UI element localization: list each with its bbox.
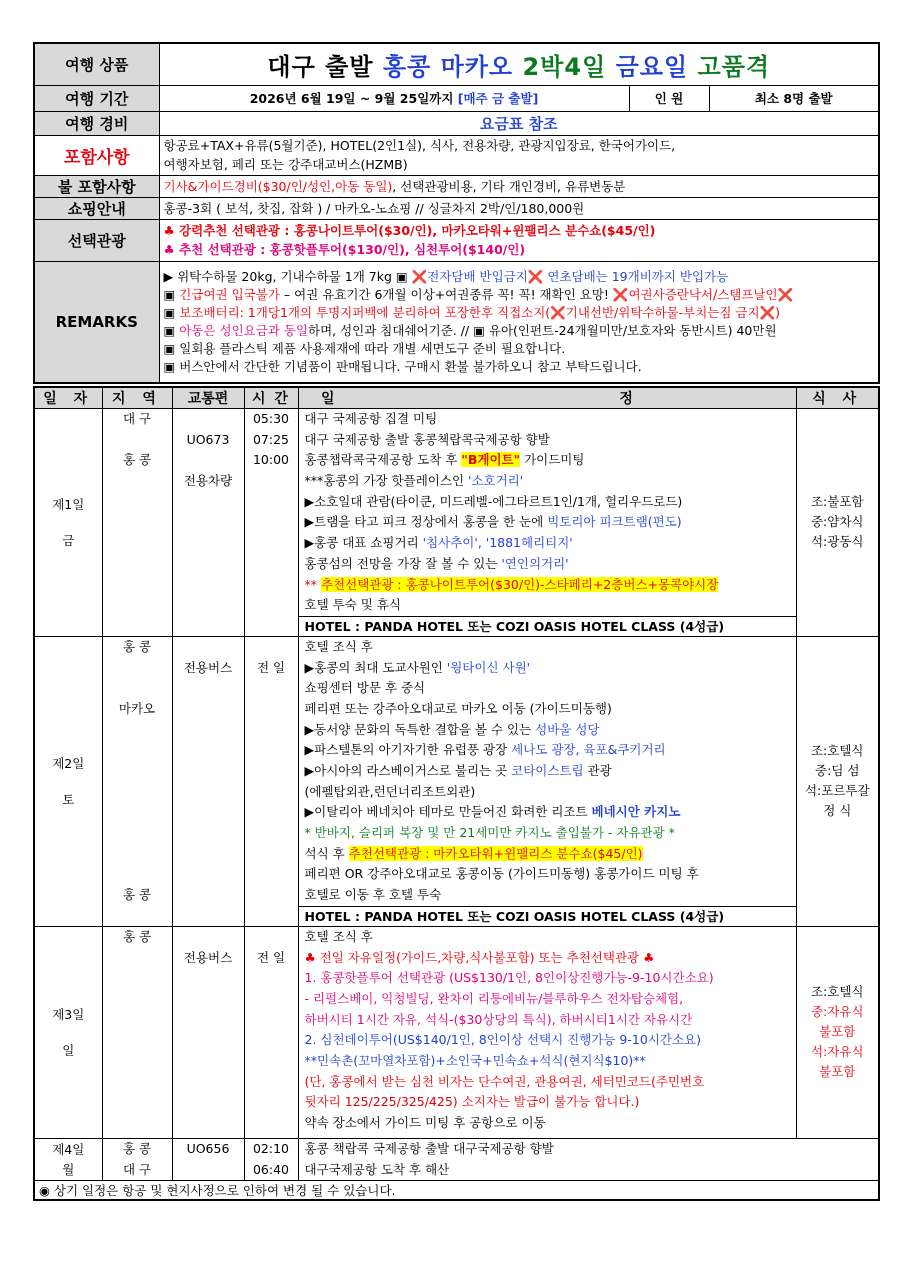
included-value: 항공료+TAX+유류(5월기준), HOTEL(2인1실), 식사, 전용차량, 관광지입장료, 한국어가이드, 여행자보험, 페리 또는 강주대교버스(HZMB) xyxy=(159,135,879,175)
day4-region: 홍 콩 대 구 xyxy=(102,1138,172,1180)
shopping-label: 쇼핑안내 xyxy=(34,197,159,219)
remark-line: ▣ 긴급여권 입국불가 – 여권 유효기간 6개월 이상+여권종류 꼭! 꼭! 재확인 요망! ❌여권사증란낙서/스탬프날인❌ xyxy=(163,286,794,302)
schedule-header: 일 자 지 역 교통편 시 간 일 정 식 사 xyxy=(34,387,879,409)
day3-row xyxy=(34,926,879,1138)
day3-region: 홍 콩 xyxy=(102,926,172,1138)
footer-row xyxy=(34,1181,879,1201)
day2-time: 전 일 xyxy=(244,636,298,926)
footer-note: ◉ 상기 일정은 항공 및 현지사정으로 인하여 변경 될 수 있습니다. xyxy=(34,1181,879,1201)
day2-row xyxy=(34,636,879,906)
day4-label: 제4일 월 xyxy=(34,1138,102,1180)
remark-line: ▣ 아동은 성인요금과 동일하며, 성인과 침대쉐어기준. // ▣ 유아(인펀트-24개월미만/보호자와 동반시트) 40만원 xyxy=(163,322,777,338)
day2-meals: 조:호텔식 중:딤 섬 석:포르투갈 정 식 xyxy=(796,636,879,926)
day4-row xyxy=(34,1138,879,1180)
remarks-value xyxy=(159,261,879,383)
day2-itinerary: 호텔 조식 후 ▶홍콩의 최대 도교사원인 '웡타이신 사원' 쇼핑센터 방문 후 중식 페리편 또는 강주아오대교로 마카오 이동 (가이드미동행) ▶동서양 문화의 독특한 결합을 볼 수 있는 성바울 성당 ▶파스텔톤의 아기자기한 유럽풍 광장 세나도 광장, 육포&쿠키거리 ▶아시아의 라스베이거스로 불리는 곳 코타이스트립 관광 (에펠탑외관,런던너리조트외관) ▶이탈리아 베네치아 테마로 만들어진 화려한 리조트 베네시안 카지노 * 반바지, 슬리퍼 복장 및 만 21세미만 카지노 출입불가 - 자유관광 * 석식 후 추천선택관광 : 마카오타워+윈팰리스 분수쇼($45/인) 페리편 OR 강주아오대교로 홍콩이동 (가이드미동행) 홍콩가이드 미팅 후 호텔로 이동 후 호텔 투숙 xyxy=(298,636,796,906)
info-table xyxy=(33,42,880,384)
day3-label: 제3일 일 xyxy=(34,926,102,1138)
remarks-label: REMARKS xyxy=(34,261,159,383)
excluded-value: 기사&가이드경비($30/인/성인,아동 동일), 선택관광비용, 기타 개인경비, 유류변동분 xyxy=(159,175,879,197)
day1-hotel: HOTEL : PANDA HOTEL 또는 COZI OASIS HOTEL CLASS (4성급) xyxy=(298,616,796,636)
page-title: 대구 출발 홍콩 마카오 2박4일 금요일 고품격 xyxy=(159,43,879,85)
day4-time: 02:10 06:40 xyxy=(244,1138,298,1180)
day2-region: 홍 콩 마카오 홍 콩 xyxy=(102,636,172,926)
optional-label: 선택관광 xyxy=(34,219,159,261)
excluded-label: 불 포함사항 xyxy=(34,175,159,197)
day2-transport: 전용버스 xyxy=(172,636,244,926)
people-value: 최소 8명 출발 xyxy=(709,85,879,111)
cost-value: 요금표 참조 xyxy=(159,111,879,135)
optional-value: ♣ 강력추천 선택관광 : 홍콩나이트투어($30/인), 마카오타워+윈팰리스 분수쇼($45/인) ♣ 추천 선택관광 : 홍콩핫플투어($130/인), 심천투어($140/인) xyxy=(159,219,879,261)
day1-row xyxy=(34,409,879,617)
day3-itinerary: 호텔 조식 후 ♣ 전일 자유일정(가이드,차량,식사불포함) 또는 추천선택관광 ♣ 1. 홍콩핫플투어 선택관광 (US$130/1인, 8인이상진행가능-9-10시간소요) - 리펄스베이, 익청빌딩, 완차이 리퉁에비뉴/블루하우스 전차탑승체험, 하버시티 1시간 자유, 석식-($30상당의 특식), 하버시티1시간 자유시간 2. 심천데이투어(US$140/1인, 8인이상 선택시 진행가능 9-10시간소요) **민속촌(꼬마열차포함)+소인국+민속쇼+석식(현지식$10)** (단, 홍콩에서 받는 심천 비자는 단수여권, 관용여권, 세터민코드(주민번호 뒷자리 125/225/325/425) 소지자는 발급이 불가능 합니다.) 약속 장소에서 가이드 미팅 후 공항으로 이동 xyxy=(298,926,796,1138)
day2-label: 제2일 토 xyxy=(34,636,102,926)
shopping-value: 홍콩-3회 ( 보석, 찻집, 잡화 ) / 마카오-노쇼핑 // 싱글차지 2박/인/180,000원 xyxy=(159,197,879,219)
product-label: 여행 상품 xyxy=(34,43,159,85)
day1-meals: 조:불포함 중:얌차식 석:광동식 xyxy=(796,409,879,637)
included-label: 포함사항 xyxy=(34,135,159,175)
schedule-table xyxy=(33,386,880,1201)
day4-transport: UO656 xyxy=(172,1138,244,1180)
day3-transport: 전용버스 xyxy=(172,926,244,1138)
people-label: 인 원 xyxy=(629,85,709,111)
remark-line: ▶ 위탁수하물 20kg, 기내수하물 1개 7kg ▣ ❌전자담배 반입금지❌ 연초담배는 19개비까지 반입가능 xyxy=(163,268,729,284)
remark-line: ▣ 일회용 플라스틱 제품 사용제재에 따라 개별 세면도구 준비 필요합니다. xyxy=(163,340,566,356)
day1-transport: UO673 전용차량 xyxy=(172,409,244,637)
day3-time: 전 일 xyxy=(244,926,298,1138)
day4-itinerary: 홍콩 책랍콕 국제공항 출발 대구국제공항 향발 대구국제공항 도착 후 해산 xyxy=(298,1138,879,1180)
day1-itinerary: 대구 국제공항 집결 미팅 대구 국제공항 출발 홍콩첵랍콕국제공항 향발 홍콩챕락콕국제공항 도착 후 "B게이트" 가이드미팅 ***홍콩의 가장 핫플레이스인 '소호거리' ▶소호일대 관람(타이쿤, 미드레벨-에그타르트1인/1개, 헐리우드로드) ▶트램을 타고 피크 정상에서 홍콩을 한 눈에 빅토리아 피크트램(편도) ▶홍콩 대표 쇼핑거리 '침사추이', '1881헤리티지' 홍콩섬의 전망을 가장 잘 볼 수 있는 '연인의거리' ** 추천선택관광 : 홍콩나이트투어($30/인)-스타페리+2층버스+몽콕야시장 호텔 투숙 및 휴식 xyxy=(298,409,796,617)
period-value: 2026년 6월 19일 ~ 9월 25일까지 [매주 금 출발] xyxy=(159,85,629,111)
day1-time: 05:30 07:25 10:00 xyxy=(244,409,298,637)
cost-label: 여행 경비 xyxy=(34,111,159,135)
remark-line: ▣ 버스안에서 간단한 기념품이 판매됩니다. 구매시 환불 불가하오니 참고 부탁드립니다. xyxy=(163,358,642,374)
tour-sheet xyxy=(33,42,878,1201)
period-label: 여행 기간 xyxy=(34,85,159,111)
day2-hotel: HOTEL : PANDA HOTEL 또는 COZI OASIS HOTEL CLASS (4성급) xyxy=(298,906,796,926)
day1-region: 대 구 홍 콩 xyxy=(102,409,172,637)
day1-label: 제1일 금 xyxy=(34,409,102,637)
remark-line: ▣ 보조배터리: 1개당1개의 투명지퍼백에 분리하여 포장한후 직접소지(❌기내선반/위탁수하물-부치는짐 금지❌) xyxy=(163,304,781,320)
day3-meals: 조:호텔식 중:자유식 불포함 석:자유식 불포함 xyxy=(796,926,879,1138)
